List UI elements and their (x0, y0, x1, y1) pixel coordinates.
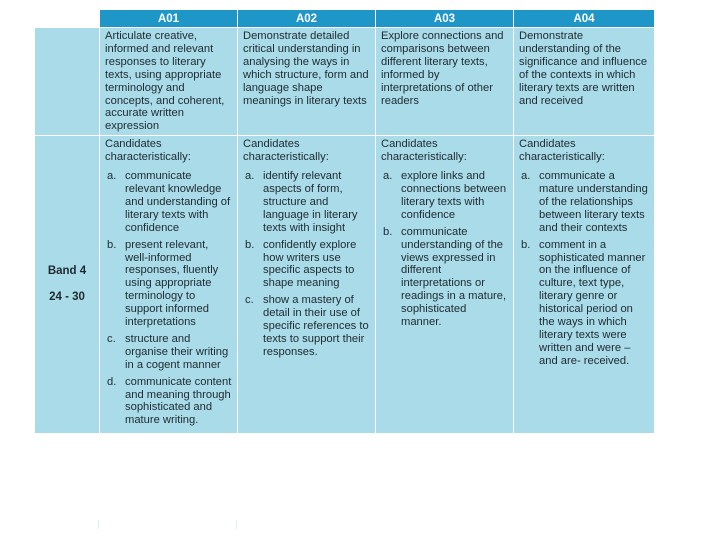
assessment-grid (34, 9, 654, 434)
criteria-item (519, 239, 649, 368)
band-range: 24 - 30 (49, 291, 85, 304)
criteria-item-text: communicate a mature understanding of the relationships between literary texts and their contexts (539, 170, 648, 234)
criteria-item (105, 239, 232, 329)
criteria-item (243, 170, 370, 235)
header-a01: A01 (100, 10, 238, 28)
criteria-item (105, 333, 232, 372)
criteria-item-marker: a. (107, 170, 117, 183)
header-row (35, 10, 655, 28)
header-a04: A04 (514, 10, 655, 28)
description-a02: Demonstrate detailed critical understanding in analysing the ways in which structure, form and language shape meanings in literary texts (238, 28, 376, 136)
criteria-list (519, 170, 649, 368)
criteria-a03 (376, 136, 514, 434)
criteria-item-marker: a. (245, 170, 255, 183)
description-a01: Articulate creative, informed and relevant responses to literary texts, using appropriate terminology and concepts, and coherent, accurate written expression (100, 28, 238, 136)
criteria-item-text: explore links and connections between literary texts with confidence (401, 170, 507, 221)
header-a03: A03 (376, 10, 514, 28)
criteria-item-text: show a mastery of detail in their use of specific references to texts to support their responses. (263, 294, 369, 358)
criteria-item-text: comment in a sophisticated manner on the influence of culture, text type, literary genre or historical period on the ways in which literary texts were written and were – and are- received. (539, 238, 646, 367)
criteria-item (243, 239, 370, 291)
criteria-item-marker: b. (245, 238, 255, 251)
header-a02: A02 (238, 10, 376, 28)
criteria-item (105, 376, 232, 428)
criteria-item-marker: a. (521, 170, 531, 183)
criteria-list (243, 170, 370, 359)
criteria-intro: Candidates characteristically: (381, 138, 467, 164)
description-a03: Explore connections and comparisons between different literary texts, informed by interpretations of other readers (376, 28, 514, 136)
criteria-a04 (514, 136, 655, 434)
criteria-item (519, 170, 649, 235)
criteria-item-text: confidently explore how writers use specific aspects to shape meaning (263, 238, 357, 290)
criteria-item-text: communicate relevant knowledge and understanding of literary texts with confidence (125, 170, 231, 234)
criteria-item-text: structure and organise their writing in a cogent manner (125, 332, 229, 371)
criteria-item-marker: d. (107, 375, 117, 388)
criteria-item (243, 294, 370, 359)
criteria-intro: Candidates characteristically: (519, 138, 605, 164)
criteria-item-marker: b. (107, 238, 117, 251)
criteria-intro: Candidates characteristically: (105, 138, 191, 164)
band-label: Band 4 (47, 265, 87, 278)
criteria-item-text: present relevant, well-informed responses, fluently using appropriate terminology to support informed interpretations (125, 238, 219, 329)
criteria-intro: Candidates characteristically: (243, 138, 329, 164)
criteria-item (105, 170, 232, 235)
criteria-list (381, 170, 508, 329)
criteria-list (105, 170, 232, 427)
criteria-item-marker: c. (245, 294, 254, 307)
header-corner (35, 10, 100, 28)
criteria-item-marker: a. (383, 170, 393, 183)
assessment-table (34, 9, 655, 434)
criteria-item-text: identify relevant aspects of form, structure and language in literary texts with insight (263, 170, 358, 234)
description-a04: Demonstrate understanding of the significance and influence of the contexts in which literary texts are written and received (514, 28, 655, 136)
criteria-item-marker: c. (107, 332, 116, 345)
description-corner-cell (35, 28, 100, 136)
criteria-a01 (100, 136, 238, 434)
criteria-item (381, 170, 508, 222)
description-row (35, 28, 655, 136)
criteria-a02 (238, 136, 376, 434)
criteria-item-marker: b. (521, 238, 531, 251)
criteria-item-text: communicate content and meaning through sophisticated and mature writing. (125, 375, 232, 427)
criteria-item-text: communicate understanding of the views expressed in different interpretations or readings in a mature, sophisticated manner. (401, 225, 507, 329)
criteria-item-marker: b. (383, 225, 393, 238)
criteria-item (381, 226, 508, 329)
band-row (35, 136, 655, 434)
band-cell (35, 136, 100, 434)
